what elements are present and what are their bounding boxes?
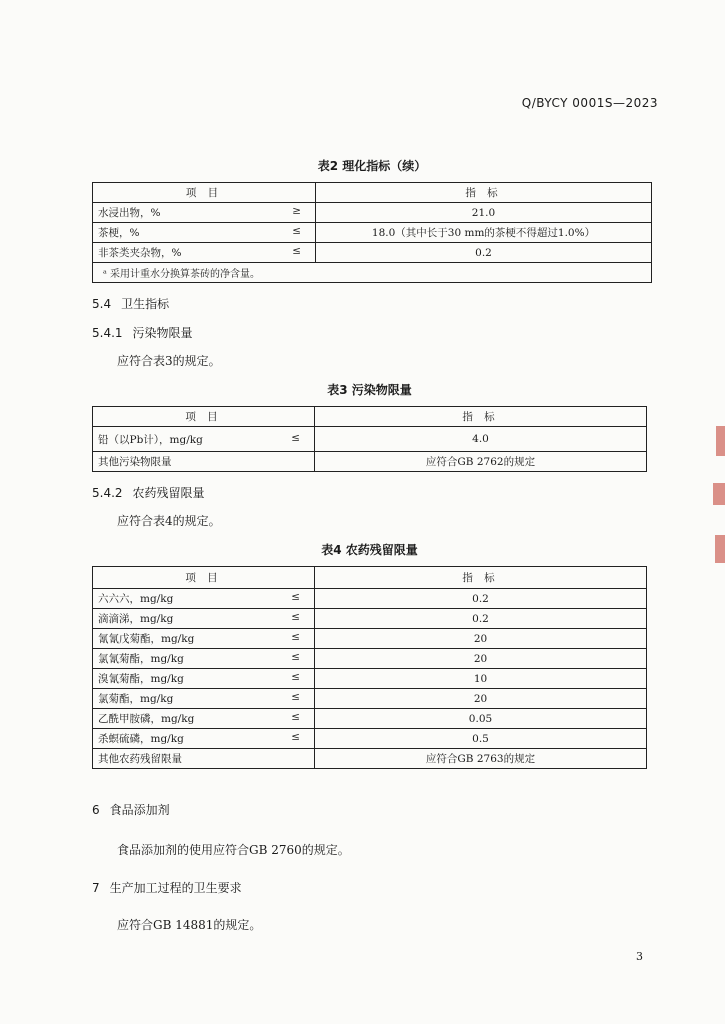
section-5-4-2-text: 应符合表4的规定。 bbox=[117, 514, 221, 528]
table4 bbox=[92, 566, 647, 769]
table-row bbox=[93, 729, 647, 749]
table3-header-value: 指 标 bbox=[315, 407, 647, 427]
table-cell-value: 0.2 bbox=[316, 243, 652, 263]
table-cell-value: 20 bbox=[315, 649, 647, 669]
section-7-heading: 7 生产加工过程的卫生要求 bbox=[92, 881, 242, 895]
table-row bbox=[93, 629, 647, 649]
comparison-symbol: ≤ bbox=[291, 631, 300, 643]
table-cell-item: 乙酰甲胺磷，mg/kg ≤ bbox=[93, 709, 315, 729]
table-row bbox=[93, 427, 647, 452]
table-cell-item: 铅（以Pb计），mg/kg ≤ bbox=[93, 427, 315, 452]
table-cell-item: 滴滴涕，mg/kg ≤ bbox=[93, 609, 315, 629]
seal-fragment bbox=[713, 483, 725, 505]
table-cell-item: 茶梗，% ≤ bbox=[93, 223, 316, 243]
table3-caption: 表3 污染物限量 bbox=[327, 383, 412, 397]
table-cell-value: 4.0 bbox=[315, 427, 647, 452]
comparison-symbol: ≤ bbox=[291, 731, 300, 743]
standard-code: Q/BYCY 0001S—2023 bbox=[521, 96, 658, 110]
table2-caption: 表2 理化指标（续） bbox=[317, 159, 427, 173]
table-cell-item: 溴氰菊酯，mg/kg ≤ bbox=[93, 669, 315, 689]
section-6-heading: 6 食品添加剂 bbox=[92, 803, 170, 817]
comparison-symbol: ≤ bbox=[291, 711, 300, 723]
table-cell-item: 六六六，mg/kg ≤ bbox=[93, 589, 315, 609]
comparison-symbol: ≤ bbox=[291, 671, 300, 683]
table-row bbox=[93, 689, 647, 709]
table-cell-item: 其他农药残留限量 bbox=[93, 749, 315, 769]
table-cell-item: 氯菊酯，mg/kg ≤ bbox=[93, 689, 315, 709]
table4-header-item: 项 目 bbox=[93, 567, 315, 589]
comparison-symbol: ≤ bbox=[291, 591, 300, 603]
table-cell-value: 21.0 bbox=[316, 203, 652, 223]
table-cell-value: 10 bbox=[315, 669, 647, 689]
comparison-symbol: ≤ bbox=[291, 432, 300, 444]
table-cell-value: 0.5 bbox=[315, 729, 647, 749]
comparison-symbol: ≥ bbox=[292, 205, 301, 217]
table-cell-value: 18.0（其中长于30 mm的茶梗不得超过1.0%） bbox=[316, 223, 652, 243]
section-5-4-1-heading: 5.4.1 污染物限量 bbox=[92, 326, 193, 340]
table-cell-item: 氯氰菊酯，mg/kg ≤ bbox=[93, 649, 315, 669]
table-row bbox=[93, 203, 652, 223]
table-row bbox=[93, 649, 647, 669]
table-cell-value: 20 bbox=[315, 689, 647, 709]
page-number: 3 bbox=[636, 950, 643, 963]
seal-fragment bbox=[716, 426, 725, 456]
table-row bbox=[93, 452, 647, 472]
table4-caption: 表4 农药残留限量 bbox=[321, 543, 418, 557]
table3 bbox=[92, 406, 647, 472]
comparison-symbol: ≤ bbox=[292, 225, 301, 237]
table2 bbox=[92, 182, 652, 283]
table-cell-item: 非茶类夹杂物，% ≤ bbox=[93, 243, 316, 263]
section-5-4-2-heading: 5.4.2 农药残留限量 bbox=[92, 486, 205, 500]
table2-header-item: 项 目 bbox=[93, 183, 316, 203]
section-6-text: 食品添加剂的使用应符合GB 2760的规定。 bbox=[117, 843, 350, 857]
table-cell-item: 其他污染物限量 bbox=[93, 452, 315, 472]
table-cell-value: 0.05 bbox=[315, 709, 647, 729]
section-5-4-heading: 5.4 卫生指标 bbox=[92, 297, 170, 311]
table-row bbox=[93, 223, 652, 243]
comparison-symbol: ≤ bbox=[292, 245, 301, 257]
table-row bbox=[93, 589, 647, 609]
comparison-symbol: ≤ bbox=[291, 611, 300, 623]
table-row bbox=[93, 609, 647, 629]
table3-header-item: 项 目 bbox=[93, 407, 315, 427]
table-cell-item: 水浸出物，% ≥ bbox=[93, 203, 316, 223]
table-cell-value: 20 bbox=[315, 629, 647, 649]
table-row bbox=[93, 709, 647, 729]
table2-note: ᵃ 采用计重水分换算茶砖的净含量。 bbox=[93, 263, 652, 283]
comparison-symbol: ≤ bbox=[291, 691, 300, 703]
section-7-text: 应符合GB 14881的规定。 bbox=[117, 918, 262, 932]
table-cell-value: 0.2 bbox=[315, 609, 647, 629]
table-row bbox=[93, 669, 647, 689]
table-cell-item: 氰氰戊菊酯，mg/kg ≤ bbox=[93, 629, 315, 649]
table-cell-value: 0.2 bbox=[315, 589, 647, 609]
table-cell-value: 应符合GB 2763的规定 bbox=[315, 749, 647, 769]
seal-fragment bbox=[715, 535, 725, 563]
table-row bbox=[93, 243, 652, 263]
table-cell-item: 杀螟硫磷，mg/kg ≤ bbox=[93, 729, 315, 749]
table-row bbox=[93, 749, 647, 769]
comparison-symbol: ≤ bbox=[291, 651, 300, 663]
table-cell-value: 应符合GB 2762的规定 bbox=[315, 452, 647, 472]
table4-header-value: 指 标 bbox=[315, 567, 647, 589]
table2-header-value: 指 标 bbox=[316, 183, 652, 203]
section-5-4-1-text: 应符合表3的规定。 bbox=[117, 354, 221, 368]
